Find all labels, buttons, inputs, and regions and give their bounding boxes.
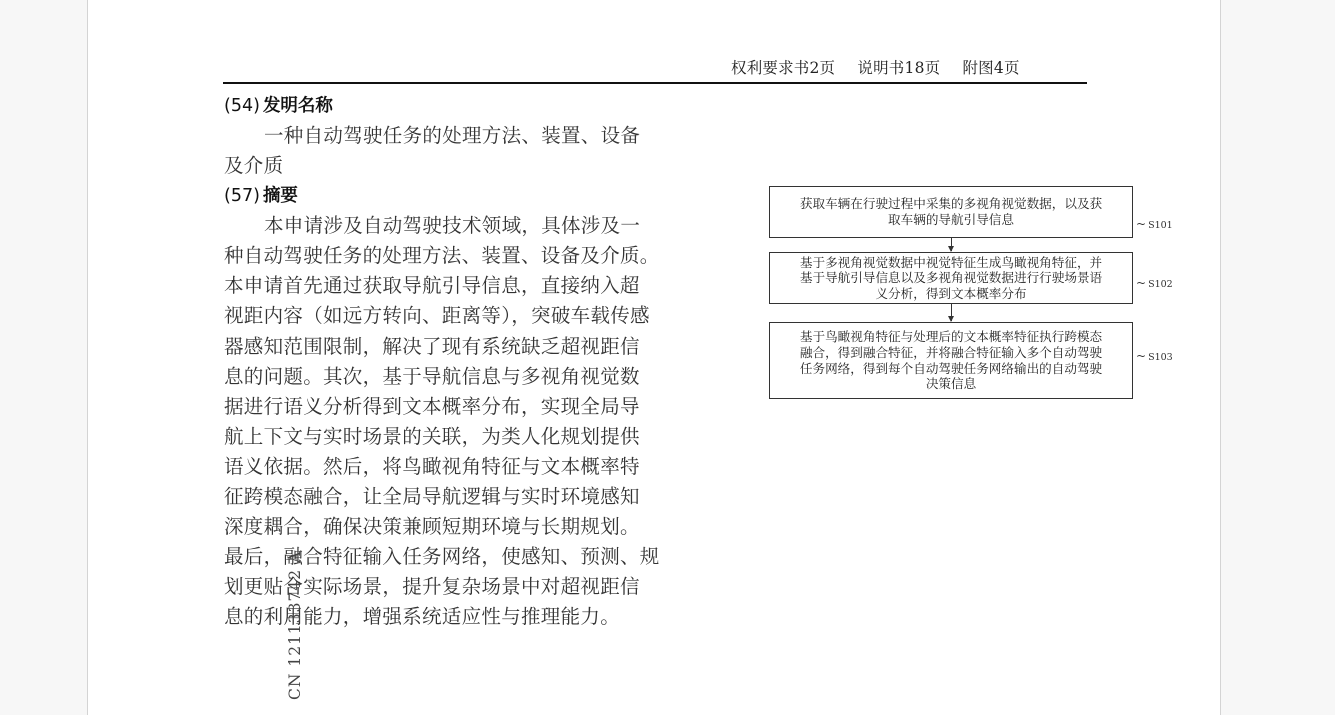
step-text-line: 取车辆的导航引导信息 (888, 212, 1014, 227)
abstract-heading (224, 181, 639, 211)
abstract-flowchart (769, 186, 1189, 406)
text-line: 息的利用能力，增强系统适应性与推理能力。 (224, 605, 621, 629)
text-line: 本申请首先通过获取导航引导信息，直接纳入超 (224, 274, 640, 298)
text-line: 视距内容（如远方转向、距离等），突破车载传感 (224, 304, 650, 328)
text-line: 语义依据。然后，将鸟瞰视角特征与文本概率特 (224, 454, 640, 478)
text-line: 征跨模态融合，让全局导航逻辑与实时环境感知 (224, 485, 640, 509)
text-line: 本申请涉及自动驾驶技术领域，具体涉及一 (264, 214, 641, 238)
step-text-line: 义分析，得到文本概率分布 (875, 285, 1027, 301)
text-line: 划更贴合实际场景，提升复杂场景中对超视距信 (224, 575, 640, 599)
step-text-line: 基于导航引导信息以及多视角视觉数据进行行驶场景语 (799, 270, 1103, 286)
step-text-line: 获取车辆在行驶过程中采集的多视角视觉数据，以及获 (799, 196, 1103, 212)
invention-title-heading (224, 91, 639, 121)
text-line: 据进行语义分析得到文本概率分布，实现全局导 (224, 394, 640, 418)
text-line: 深度耦合，确保决策兼顾短期环境与长期规划。 (224, 515, 640, 539)
flow-step-s102 (769, 252, 1133, 304)
text-line: 最后，融合特征输入任务网络，使感知、预测、规 (224, 545, 660, 569)
claims-page-count: 权利要求书2页 (731, 59, 836, 77)
step-label-s101: ~ S101 (1136, 217, 1173, 231)
page-count-header (731, 56, 1037, 78)
section-heading: 摘要 (262, 186, 298, 207)
arrow-down-icon (951, 304, 952, 321)
text-line: 息的问题。其次，基于导航信息与多视角视觉数 (224, 364, 640, 388)
text-line: 器感知范围限制，解决了现有系统缺乏超视距信 (224, 334, 640, 358)
description-page-count: 说明书18页 (857, 59, 941, 77)
section-number: (54) (224, 96, 260, 116)
step-text-line: 决策信息 (925, 376, 977, 392)
step-text-line: 基于鸟瞰视角特征与处理后的文本概率特征执行跨模态 (799, 329, 1103, 345)
arrow-down-icon (951, 238, 952, 251)
section-number: (57) (224, 186, 260, 207)
header-divider (223, 82, 1087, 84)
step-label-s103: ~ S103 (1136, 349, 1173, 363)
text-line: 航上下文与实时场景的关联，为类人化规划提供 (224, 424, 640, 448)
leader-line-icon: ~ (1136, 217, 1147, 231)
leader-line-icon: ~ (1136, 276, 1147, 290)
text-line: 及介质 (224, 154, 284, 178)
publication-number: CN 121133742 A (286, 550, 304, 700)
drawings-page-count: 附图4页 (962, 59, 1020, 77)
flow-step-s103 (769, 322, 1133, 399)
step-text-line: 任务网络，得到每个自动驾驶任务网络输出的自动驾驶 (799, 360, 1103, 376)
leader-line-icon: ~ (1136, 349, 1147, 363)
text-line: 一种自动驾驶任务的处理方法、装置、设备 (264, 124, 641, 147)
step-text-line: 基于多视角视觉数据中视觉特征生成鸟瞰视角特征，并 (799, 254, 1103, 270)
invention-title (224, 121, 639, 181)
text-line: 种自动驾驶任务的处理方法、装置、设备及介质。 (224, 244, 660, 268)
flow-step-s101 (769, 186, 1133, 238)
document-page (87, 0, 1221, 715)
step-label-s102: ~ S102 (1136, 276, 1173, 290)
section-heading: 发明名称 (262, 96, 333, 116)
step-text-line: 融合，得到融合特征，并将融合特征输入多个自动驾驶 (799, 344, 1103, 360)
